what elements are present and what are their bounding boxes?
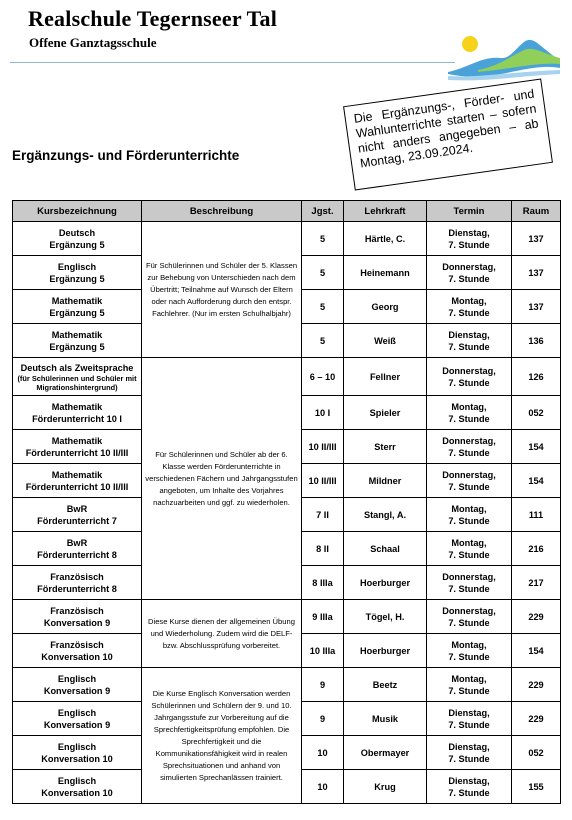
course-subject: Englisch bbox=[57, 673, 97, 684]
room-cell: 052 bbox=[512, 396, 561, 430]
header-course: Kursbezeichnung bbox=[13, 201, 142, 222]
course-description: Die Kurse Englisch Konversation werden Schülerinnen und Schülern der 9. und 10. Jahrgangsstufe zur Vorbereitung auf die Sprechfertigkeitsprüfung empfohlen. Die Sprechfertigkeit und die Kommunikationsfähigkeit wird in realen Sprechsituationen und anhand von simulierten Sprechanlässen trainiert. bbox=[142, 668, 302, 804]
course-name-cell bbox=[13, 634, 142, 668]
term-day: Donnerstag, bbox=[442, 435, 496, 446]
room-cell: 216 bbox=[512, 532, 561, 566]
teacher-cell: Härtle, C. bbox=[344, 222, 427, 256]
teacher-cell: Obermayer bbox=[344, 736, 427, 770]
term-lesson: 7. Stunde bbox=[448, 515, 490, 526]
term-cell bbox=[427, 736, 512, 770]
term-cell bbox=[427, 430, 512, 464]
course-type: Förderunterricht 8 bbox=[37, 583, 117, 594]
course-subject: Mathematik bbox=[51, 295, 103, 306]
grade-cell: 9 bbox=[302, 668, 344, 702]
term-cell bbox=[427, 498, 512, 532]
term-day: Montag, bbox=[451, 401, 487, 412]
grade-cell: 10 II/III bbox=[302, 464, 344, 498]
grade-cell: 10 bbox=[302, 736, 344, 770]
course-subject: Französisch bbox=[50, 571, 104, 582]
room-cell: 137 bbox=[512, 256, 561, 290]
term-cell bbox=[427, 324, 512, 358]
header-rule bbox=[10, 62, 455, 63]
table-row bbox=[13, 600, 561, 634]
header-room: Raum bbox=[512, 201, 561, 222]
course-type: Konversation 9 bbox=[43, 617, 111, 628]
teacher-cell: Beetz bbox=[344, 668, 427, 702]
grade-cell: 8 II bbox=[302, 532, 344, 566]
term-cell bbox=[427, 702, 512, 736]
grade-cell: 8 IIIa bbox=[302, 566, 344, 600]
course-subject: Mathematik bbox=[51, 329, 103, 340]
course-type: Konversation 10 bbox=[41, 651, 113, 662]
term-day: Donnerstag, bbox=[442, 605, 496, 616]
course-name-cell bbox=[13, 358, 142, 396]
course-subject: Französisch bbox=[50, 605, 104, 616]
term-day: Montag, bbox=[451, 639, 487, 650]
term-day: Montag, bbox=[451, 673, 487, 684]
grade-cell: 5 bbox=[302, 256, 344, 290]
course-type: Förderunterricht 10 II/III bbox=[25, 481, 129, 492]
course-subject: Englisch bbox=[57, 261, 97, 272]
term-day: Dienstag, bbox=[448, 227, 490, 238]
course-subject: Mathematik bbox=[51, 401, 103, 412]
table-header-row bbox=[13, 201, 561, 222]
course-type: Förderunterricht 8 bbox=[37, 549, 117, 560]
teacher-cell: Musik bbox=[344, 702, 427, 736]
term-day: Dienstag, bbox=[448, 775, 490, 786]
teacher-cell: Spieler bbox=[344, 396, 427, 430]
course-type: Konversation 10 bbox=[41, 787, 113, 798]
room-cell: 137 bbox=[512, 222, 561, 256]
room-cell: 137 bbox=[512, 290, 561, 324]
teacher-cell: Mildner bbox=[344, 464, 427, 498]
course-type: Ergänzung 5 bbox=[49, 307, 105, 318]
term-cell bbox=[427, 634, 512, 668]
term-cell bbox=[427, 770, 512, 804]
term-day: Donnerstag, bbox=[442, 571, 496, 582]
term-cell bbox=[427, 668, 512, 702]
room-cell: 136 bbox=[512, 324, 561, 358]
grade-cell: 6 – 10 bbox=[302, 358, 344, 396]
room-cell: 154 bbox=[512, 464, 561, 498]
term-cell bbox=[427, 290, 512, 324]
course-name-cell bbox=[13, 396, 142, 430]
course-description: Für Schülerinnen und Schüler der 5. Klassen zur Behebung von Unterschieden nach dem Übertritt; Teilnahme auf Wunsch der Eltern oder nach Aufforderung durch den entspr. Fachlehrer. (Nur im ersten Schulhalbjahr) bbox=[142, 222, 302, 358]
grade-cell: 5 bbox=[302, 222, 344, 256]
room-cell: 154 bbox=[512, 634, 561, 668]
room-cell: 154 bbox=[512, 430, 561, 464]
course-type: Konversation 9 bbox=[43, 719, 111, 730]
grade-cell: 10 bbox=[302, 770, 344, 804]
grade-cell: 9 bbox=[302, 702, 344, 736]
term-lesson: 7. Stunde bbox=[448, 377, 490, 388]
school-name: Realschule Tegernseer Tal bbox=[28, 6, 278, 31]
term-lesson: 7. Stunde bbox=[448, 481, 490, 492]
term-day: Montag, bbox=[451, 503, 487, 514]
course-subject: Englisch bbox=[57, 707, 97, 718]
teacher-cell: Stangl, A. bbox=[344, 498, 427, 532]
term-lesson: 7. Stunde bbox=[448, 549, 490, 560]
course-name-cell bbox=[13, 324, 142, 358]
teacher-cell: Sterr bbox=[344, 430, 427, 464]
course-name-cell bbox=[13, 736, 142, 770]
term-day: Dienstag, bbox=[448, 707, 490, 718]
course-type: Konversation 10 bbox=[41, 753, 113, 764]
term-cell bbox=[427, 256, 512, 290]
header-term: Termin bbox=[427, 201, 512, 222]
term-lesson: 7. Stunde bbox=[448, 341, 490, 352]
course-type: Ergänzung 5 bbox=[49, 239, 105, 250]
course-subject: Mathematik bbox=[51, 435, 103, 446]
header-description: Beschreibung bbox=[142, 201, 302, 222]
term-lesson: 7. Stunde bbox=[448, 239, 490, 250]
room-cell: 155 bbox=[512, 770, 561, 804]
grade-cell: 5 bbox=[302, 324, 344, 358]
term-cell bbox=[427, 358, 512, 396]
grade-cell: 10 IIIa bbox=[302, 634, 344, 668]
course-subject: Deutsch bbox=[58, 227, 96, 238]
room-cell: 229 bbox=[512, 668, 561, 702]
table-row bbox=[13, 668, 561, 702]
school-subtitle: Offene Ganztagsschule bbox=[29, 35, 157, 50]
course-subject: Deutsch als Zweitsprache bbox=[20, 362, 134, 373]
term-lesson: 7. Stunde bbox=[448, 719, 490, 730]
room-cell: 229 bbox=[512, 600, 561, 634]
teacher-cell: Fellner bbox=[344, 358, 427, 396]
start-notice-box bbox=[343, 78, 553, 190]
grade-cell: 7 II bbox=[302, 498, 344, 532]
term-lesson: 7. Stunde bbox=[448, 307, 490, 318]
course-description: Für Schülerinnen und Schüler ab der 6. Klasse werden Förderunterrichte in verschiedenen Fächern und Jahrgangsstufen angeboten, um Inhalte des Vorjahres nachzuarbeiten und ggf. zu wiederholen. bbox=[142, 358, 302, 600]
course-description: Diese Kurse dienen der allgemeinen Übung und Wiederholung. Zudem wird die DELF- bzw. Abschlussprüfung vorbereitet. bbox=[142, 600, 302, 668]
term-lesson: 7. Stunde bbox=[448, 787, 490, 798]
mountain-lake-logo bbox=[448, 28, 560, 84]
room-cell: 229 bbox=[512, 702, 561, 736]
term-lesson: 7. Stunde bbox=[448, 273, 490, 284]
course-name-cell bbox=[13, 256, 142, 290]
teacher-cell: Weiß bbox=[344, 324, 427, 358]
course-name-cell bbox=[13, 430, 142, 464]
grade-cell: 9 IIIa bbox=[302, 600, 344, 634]
term-day: Montag, bbox=[451, 295, 487, 306]
teacher-cell: Krug bbox=[344, 770, 427, 804]
header-grade: Jgst. bbox=[302, 201, 344, 222]
course-subject: Mathematik bbox=[51, 469, 103, 480]
course-type: Ergänzung 5 bbox=[49, 341, 105, 352]
header-teacher: Lehrkraft bbox=[344, 201, 427, 222]
course-type: Konversation 9 bbox=[43, 685, 111, 696]
room-cell: 052 bbox=[512, 736, 561, 770]
course-name-cell bbox=[13, 222, 142, 256]
term-cell bbox=[427, 222, 512, 256]
section-title: Ergänzungs- und Förderunterrichte bbox=[12, 148, 240, 163]
term-day: Donnerstag, bbox=[442, 469, 496, 480]
term-lesson: 7. Stunde bbox=[448, 447, 490, 458]
term-cell bbox=[427, 532, 512, 566]
term-lesson: 7. Stunde bbox=[448, 583, 490, 594]
course-table bbox=[12, 200, 561, 804]
term-lesson: 7. Stunde bbox=[448, 753, 490, 764]
room-cell: 111 bbox=[512, 498, 561, 532]
course-type: Förderunterricht 10 I bbox=[32, 413, 122, 424]
course-note: (für Schülerinnen und Schüler mit Migrationshintergrund) bbox=[17, 373, 137, 392]
term-cell bbox=[427, 566, 512, 600]
course-name-cell bbox=[13, 464, 142, 498]
course-name-cell bbox=[13, 600, 142, 634]
term-cell bbox=[427, 396, 512, 430]
term-lesson: 7. Stunde bbox=[448, 413, 490, 424]
teacher-cell: Schaal bbox=[344, 532, 427, 566]
term-cell bbox=[427, 600, 512, 634]
term-day: Donnerstag, bbox=[442, 365, 496, 376]
start-notice-text: Die Ergänzungs-, Förder- und Wahlunterrichte starten – sofern nicht anders angegeben – ab Montag, 23.09.2024. bbox=[352, 86, 540, 171]
term-day: Montag, bbox=[451, 537, 487, 548]
course-type: Ergänzung 5 bbox=[49, 273, 105, 284]
teacher-cell: Hoerburger bbox=[344, 566, 427, 600]
course-name-cell bbox=[13, 498, 142, 532]
room-cell: 217 bbox=[512, 566, 561, 600]
term-lesson: 7. Stunde bbox=[448, 651, 490, 662]
term-day: Dienstag, bbox=[448, 741, 490, 752]
grade-cell: 10 I bbox=[302, 396, 344, 430]
teacher-cell: Heinemann bbox=[344, 256, 427, 290]
term-cell bbox=[427, 464, 512, 498]
table-row bbox=[13, 222, 561, 256]
grade-cell: 10 II/III bbox=[302, 430, 344, 464]
course-subject: BwR bbox=[66, 503, 88, 514]
teacher-cell: Georg bbox=[344, 290, 427, 324]
grade-cell: 5 bbox=[302, 290, 344, 324]
course-name-cell bbox=[13, 290, 142, 324]
term-lesson: 7. Stunde bbox=[448, 685, 490, 696]
course-name-cell bbox=[13, 566, 142, 600]
course-type: Förderunterricht 10 II/III bbox=[25, 447, 129, 458]
room-cell: 126 bbox=[512, 358, 561, 396]
term-day: Donnerstag, bbox=[442, 261, 496, 272]
teacher-cell: Hoerburger bbox=[344, 634, 427, 668]
table-row bbox=[13, 358, 561, 396]
course-name-cell bbox=[13, 668, 142, 702]
course-subject: BwR bbox=[66, 537, 88, 548]
course-subject: Englisch bbox=[57, 775, 97, 786]
course-type: Förderunterricht 7 bbox=[37, 515, 117, 526]
term-day: Dienstag, bbox=[448, 329, 490, 340]
course-name-cell bbox=[13, 702, 142, 736]
course-name-cell bbox=[13, 770, 142, 804]
teacher-cell: Tögel, H. bbox=[344, 600, 427, 634]
course-name-cell bbox=[13, 532, 142, 566]
term-lesson: 7. Stunde bbox=[448, 617, 490, 628]
course-subject: Französisch bbox=[50, 639, 104, 650]
course-subject: Englisch bbox=[57, 741, 97, 752]
